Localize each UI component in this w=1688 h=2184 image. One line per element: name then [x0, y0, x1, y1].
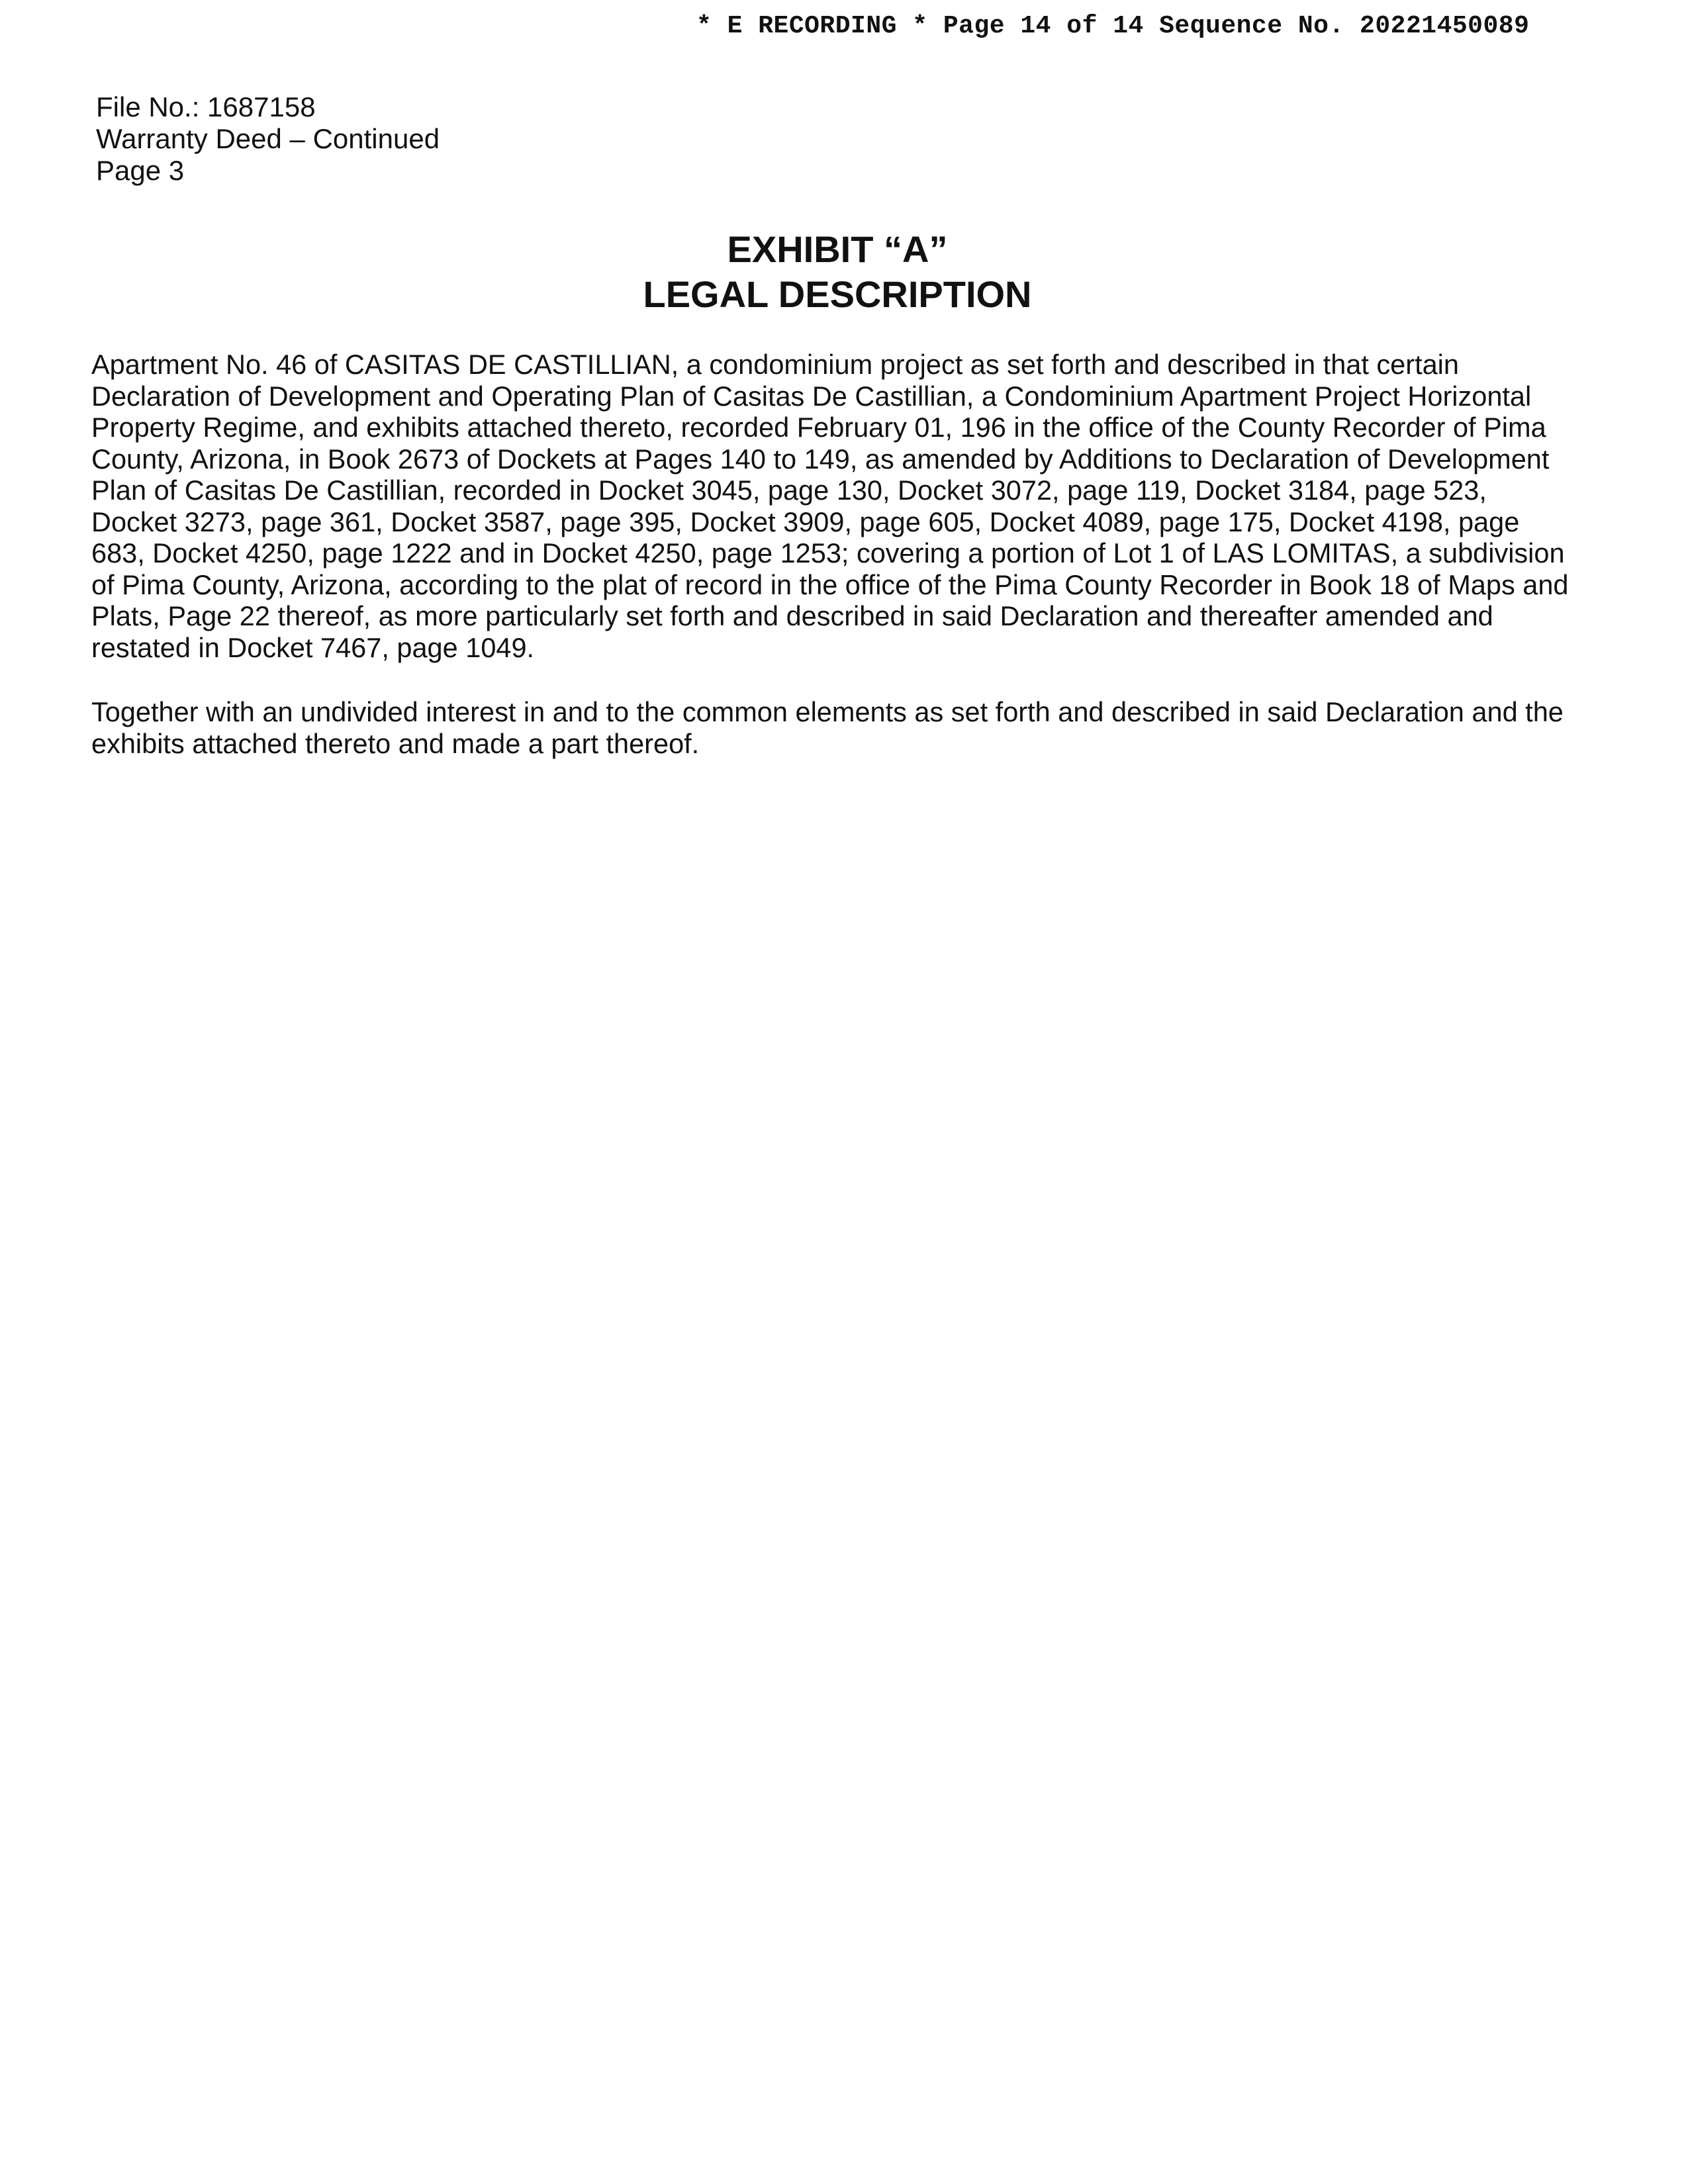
paragraph-line: Plats, Page 22 thereof, as more particularly set forth and described in said Declaration and thereafter amended and [91, 600, 1493, 631]
paragraph-line: 683, Docket 4250, page 1222 and in Docket 4250, page 1253; covering a portion of Lot 1 of LAS LOMITAS, a subdivision [91, 537, 1565, 569]
paragraph-line: County, Arizona, in Book 2673 of Dockets at Pages 140 to 149, as amended by Additions to Declaration of Development [91, 443, 1550, 475]
paragraph-line: exhibits attached thereto and made a part thereof. [91, 727, 700, 759]
document-title: Warranty Deed – Continued [96, 123, 440, 154]
paragraph-line: Together with an undivided interest in and to the common elements as set forth and described in said Declaration and the [91, 696, 1564, 727]
paragraph-line: Declaration of Development and Operating Plan of Casitas De Castillian, a Condominium Apartment Project Horizontal [91, 380, 1532, 412]
page-number: Page 3 [96, 155, 185, 186]
recording-header: * E RECORDING * Page 14 of 14 Sequence No. 20221450089 [696, 12, 1530, 40]
file-info-block [96, 91, 692, 187]
paragraph-line: Docket 3273, page 361, Docket 3587, page 395, Docket 3909, page 605, Docket 4089, page 175, Docket 4198, page [91, 506, 1520, 537]
exhibit-subtitle: LEGAL DESCRIPTION [643, 273, 1032, 315]
paragraph-line: Plan of Casitas De Castillian, recorded in Docket 3045, page 130, Docket 3072, page 119, Docket 3184, page 523, [91, 475, 1487, 506]
paragraph-line: Apartment No. 46 of CASITAS DE CASTILLIAN, a condominium project as set forth and described in that certain [91, 349, 1459, 380]
legal-description-paragraph [91, 349, 1587, 663]
common-elements-paragraph [91, 696, 1587, 759]
exhibit-heading [0, 227, 1688, 317]
file-number: File No.: 1687158 [96, 91, 316, 122]
paragraph-line: of Pima County, Arizona, according to the plat of record in the office of the Pima County Recorder in Book 18 of Maps and [91, 569, 1569, 600]
exhibit-title: EXHIBIT “A” [727, 228, 948, 270]
paragraph-line: restated in Docket 7467, page 1049. [91, 631, 535, 663]
paragraph-line: Property Regime, and exhibits attached thereto, recorded February 01, 196 in the office of the County Recorder of Pima [91, 412, 1546, 443]
